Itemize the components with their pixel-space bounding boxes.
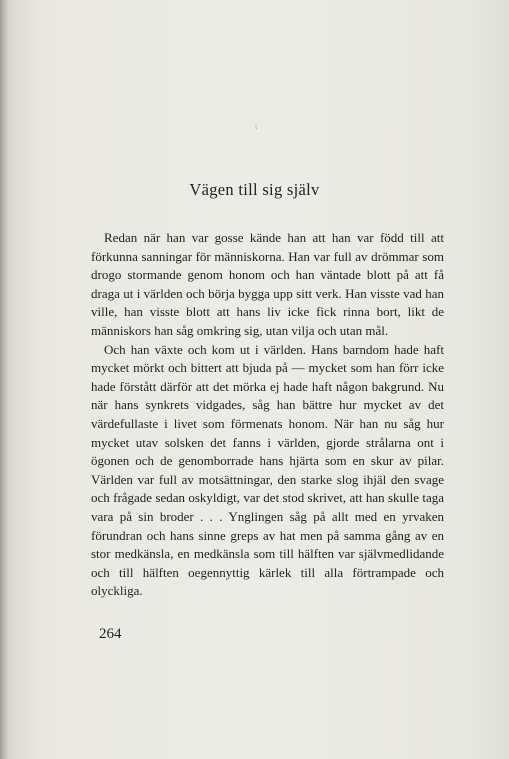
paragraph: Redan när han var gosse kände han att han var född till att förkunna sanningar för människorna. Han var full av drömmar som drogo stormande genom honom och han väntade blott på att få draga ut i världen och börja bygga upp sitt verk. Han visste vad han ville, han visste blott att hans liv icke fick rinna bort, likt de människors han såg omkring sig, utan vilja och utan mål. [91,230,444,338]
chapter-title: Vägen till sig själv [189,180,320,199]
paragraph: Och han växte och kom ut i världen. Hans barndom hade haft mycket mörkt och bittert att bjuda på — mycket som han förr icke hade förstått därför att det mörka ej hade haft någon bakgrund. Nu när hans synkrets vidgades, såg han bättre hur mycket av det värdefullaste i livet som förmenats honom. När han nu såg hur mycket utav solsken det fanns i världen, gjorde strålarna ont i ögonen och de genomborrade hans hjärta som en skur av pilar. Världen var full av motsättningar, den starke slog ihjäl den svage och frågade sedan oskyldigt, var det stod skrivet, att han skulle taga vara på sin broder . . . Ynglingen såg på allt med en yrvaken förundran och hans sinne greps av hat men på samma gång av en stor medkänsla, en medkänsla som till hälften var självmedlidande och till hälften oegennyttig kärlek till alla förtrampade och olyckliga. [91,341,444,599]
page-number: 264 [99,626,122,642]
binding-gutter-shadow [0,0,8,759]
body-text [91,229,444,601]
pencil-mark: r [254,121,259,132]
